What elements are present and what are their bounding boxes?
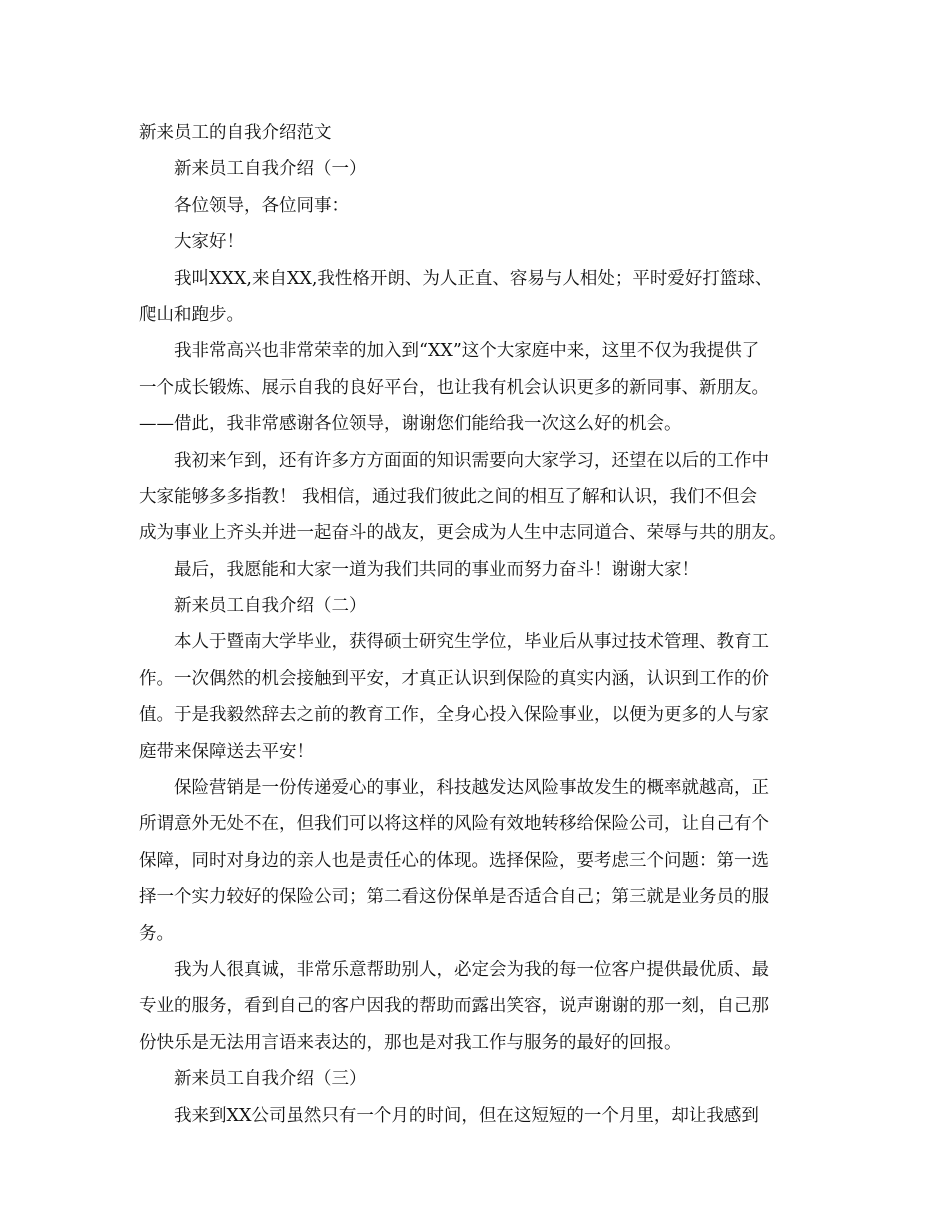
text-line: 我初来乍到，还有许多方方面面的知识需要向大家学习，还望在以后的工作中 <box>174 450 769 471</box>
text-line: 保险营销是一份传递爱心的事业，科技越发达风险事故发生的概率就越高，正 <box>174 778 769 799</box>
text-line: 新来员工自我介绍（三） <box>174 1069 367 1090</box>
text-line: 一个成长锻炼、展示自我的良好平台，也让我有机会认识更多的新同事、新朋友。 <box>139 377 769 398</box>
text-line: ——借此，我非常感谢各位领导，谢谢您们能给我一次这么好的机会。 <box>139 414 682 435</box>
text-line: 专业的服务，看到自己的客户因我的帮助而露出笑容，说声谢谢的那一刻，自己那 <box>139 996 769 1017</box>
text-line: 我非常高兴也非常荣幸的加入到“XX”这个大家庭中来，这里不仅为我提供了 <box>174 341 760 362</box>
text-line: 大家好！ <box>174 232 244 253</box>
text-line: 值。于是我毅然辞去之前的教育工作，全身心投入保险事业，以便为更多的人与家 <box>139 705 769 726</box>
text-line: 新来员工自我介绍（一） <box>174 159 367 180</box>
text-line: 我为人很真诚，非常乐意帮助别人，必定会为我的每一位客户提供最优质、最 <box>174 959 769 980</box>
text-line: 成为事业上齐头并进一起奋斗的战友，更会成为人生中志同道合、荣辱与共的朋友。 <box>139 523 787 544</box>
text-line: 所谓意外无处不在，但我们可以将这样的风险有效地转移给保险公司，让自己有个 <box>139 814 769 835</box>
text-line: 庭带来保障送去平安！ <box>139 741 314 762</box>
text-line: 最后，我愿能和大家一道为我们共同的事业而努力奋斗！谢谢大家！ <box>174 559 699 580</box>
text-line: 各位领导，各位同事： <box>174 195 349 216</box>
document-body <box>139 115 819 1134</box>
text-line: 我来到XX公司虽然只有一个月的时间，但在这短短的一个月里，却让我感到 <box>174 1105 759 1126</box>
text-line: 大家能够多多指教！ 我相信，通过我们彼此之间的相互了解和认识，我们不但会 <box>139 486 758 507</box>
text-line: 保障，同时对身边的亲人也是责任心的体现。选择保险，要考虑三个问题：第一选 <box>139 850 769 871</box>
text-line: 本人于暨南大学毕业，获得硕士研究生学位，毕业后从事过技术管理、教育工 <box>174 632 769 653</box>
text-line: 务。 <box>139 923 174 944</box>
text-line: 我叫XXX,来自XX,我性格开朗、为人正直、容易与人相处；平时爱好打篮球、 <box>174 268 773 289</box>
document-title: 新来员工的自我介绍范文 <box>139 123 332 143</box>
text-line: 爬山和跑步。 <box>139 304 244 325</box>
text-line: 份快乐是无法用言语来表达的，那也是对我工作与服务的最好的回报。 <box>139 1032 682 1053</box>
document-lines <box>139 151 819 1134</box>
text-line: 新来员工自我介绍（二） <box>174 596 367 617</box>
text-line: 择一个实力较好的保险公司；第二看这份保单是否适合自己；第三就是业务员的服 <box>139 887 769 908</box>
text-line: 作。一次偶然的机会接触到平安，才真正认识到保险的真实内涵，认识到工作的价 <box>139 668 769 689</box>
